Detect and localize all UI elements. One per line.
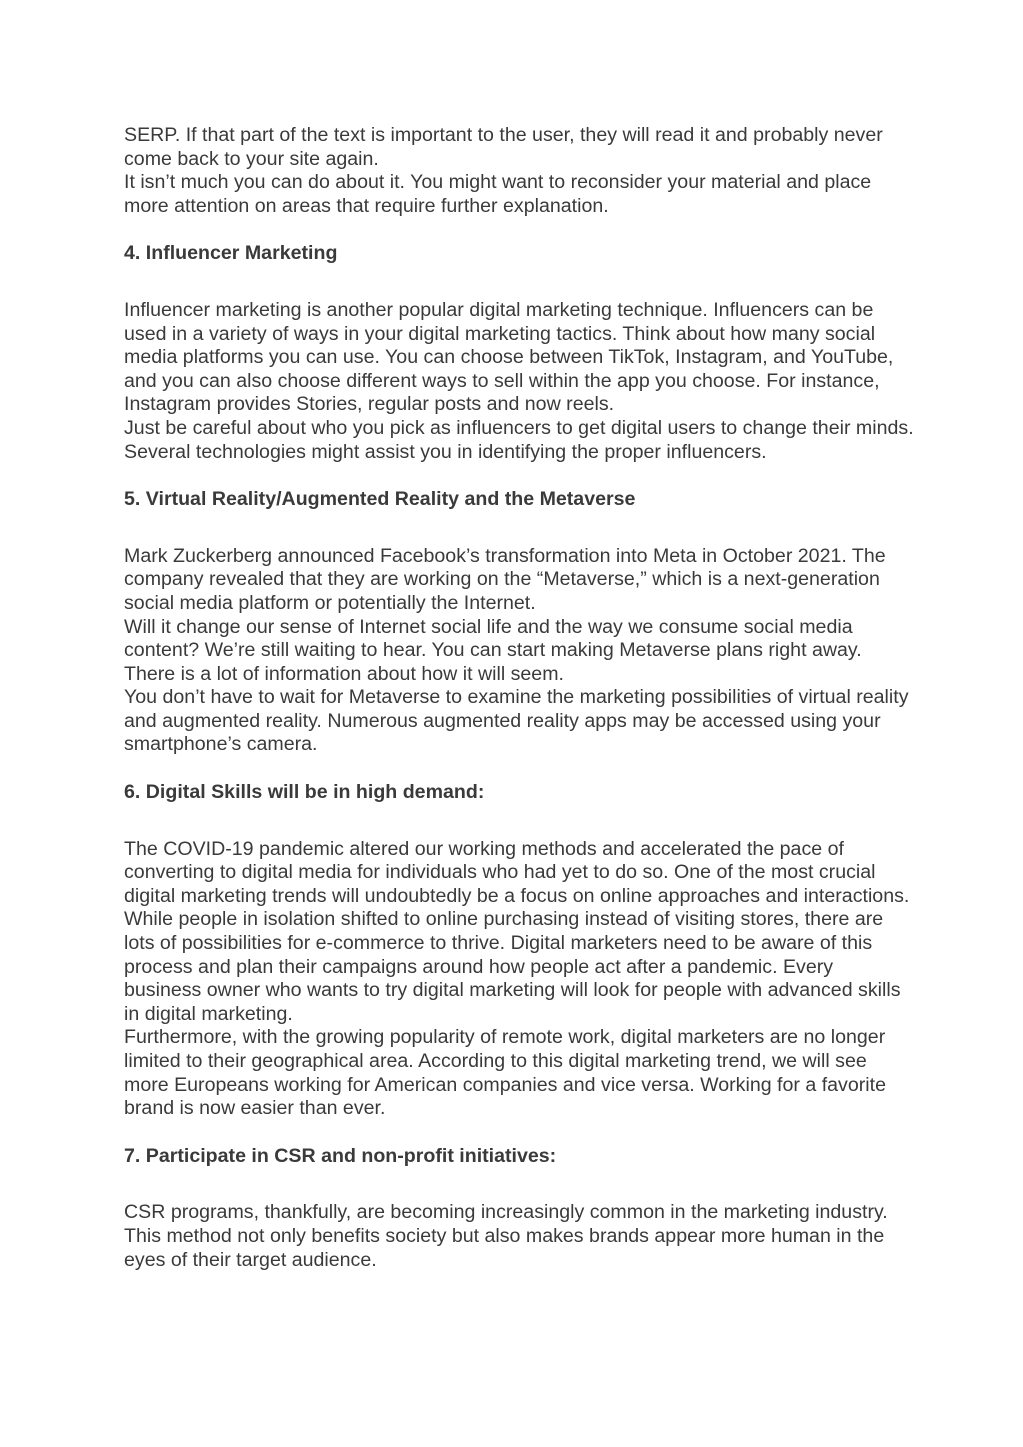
section-paragraph: You don’t have to wait for Metaverse to examine the marketing possibilities of virtual reality and augmented reality. Numerous augmented reality apps may be accessed using your smartphone’s camera. [124,686,909,756]
section-paragraph: Just be careful about who you pick as influencers to get digital users to change their minds. Several technologies might assist you in identifying the proper influencers. [124,416,914,463]
document-page [124,124,914,1272]
section-paragraph: While people in isolation shifted to online purchasing instead of visiting stores, there are lots of possibilities for e-commerce to thrive. Digital marketers need to be aware of this process and plan their campaigns around how people act after a pandemic. Every business owner who wants to try digital marketing will look for people with advanced skills in digital marketing. [124,908,901,1025]
section-paragraph: The COVID-19 pandemic altered our working methods and accelerated the pace of converting to digital media for individuals who had yet to do so. One of the most crucial digital marketing trends will undoubtedly be a focus on online approaches and interactions. [124,837,910,907]
section-heading: 6. Digital Skills will be in high demand: [124,781,485,804]
section-heading: 4. Influencer Marketing [124,242,338,265]
section-paragraph: CSR programs, thankfully, are becoming increasingly common in the marketing industry. This method not only benefits society but also makes brands appear more human in the eyes of their target audience. [124,1201,888,1271]
section-paragraph: Influencer marketing is another popular digital marketing technique. Influencers can be used in a variety of ways in your digital marketing tactics. Think about how many social media platforms you can use. You can choose between TikTok, Instagram, and YouTube, and you can also choose different ways to sell within the app you choose. For instance, Instagram provides Stories, regular posts and now reels. [124,298,894,416]
intro-paragraph: It isn’t much you can do about it. You might want to reconsider your material and place more attention on areas that require further explanation. [124,171,872,217]
section-paragraph: Furthermore, with the growing popularity of remote work, digital marketers are no longer limited to their geographical area. According to this digital marketing trend, we will see more Europeans working for American companies and vice versa. Working for a favorite brand is now easier than ever. [124,1026,886,1120]
intro-paragraph: SERP. If that part of the text is important to the user, they will read it and probably never come back to your site again. [124,124,883,170]
section-heading: 7. Participate in CSR and non-profit initiatives: [124,1144,557,1167]
section-paragraph: Will it change our sense of Internet social life and the way we consume social media content? We’re still waiting to hear. You can start making Metaverse plans right away. There is a lot of information about how it will seem. [124,615,862,685]
section-heading: 5. Virtual Reality/Augmented Reality and the Metaverse [124,488,636,511]
section-paragraph: Mark Zuckerberg announced Facebook’s transformation into Meta in October 2021. The company revealed that they are working on the “Metaverse,” which is a next-generation social media platform or potentially the Internet. [124,544,886,614]
